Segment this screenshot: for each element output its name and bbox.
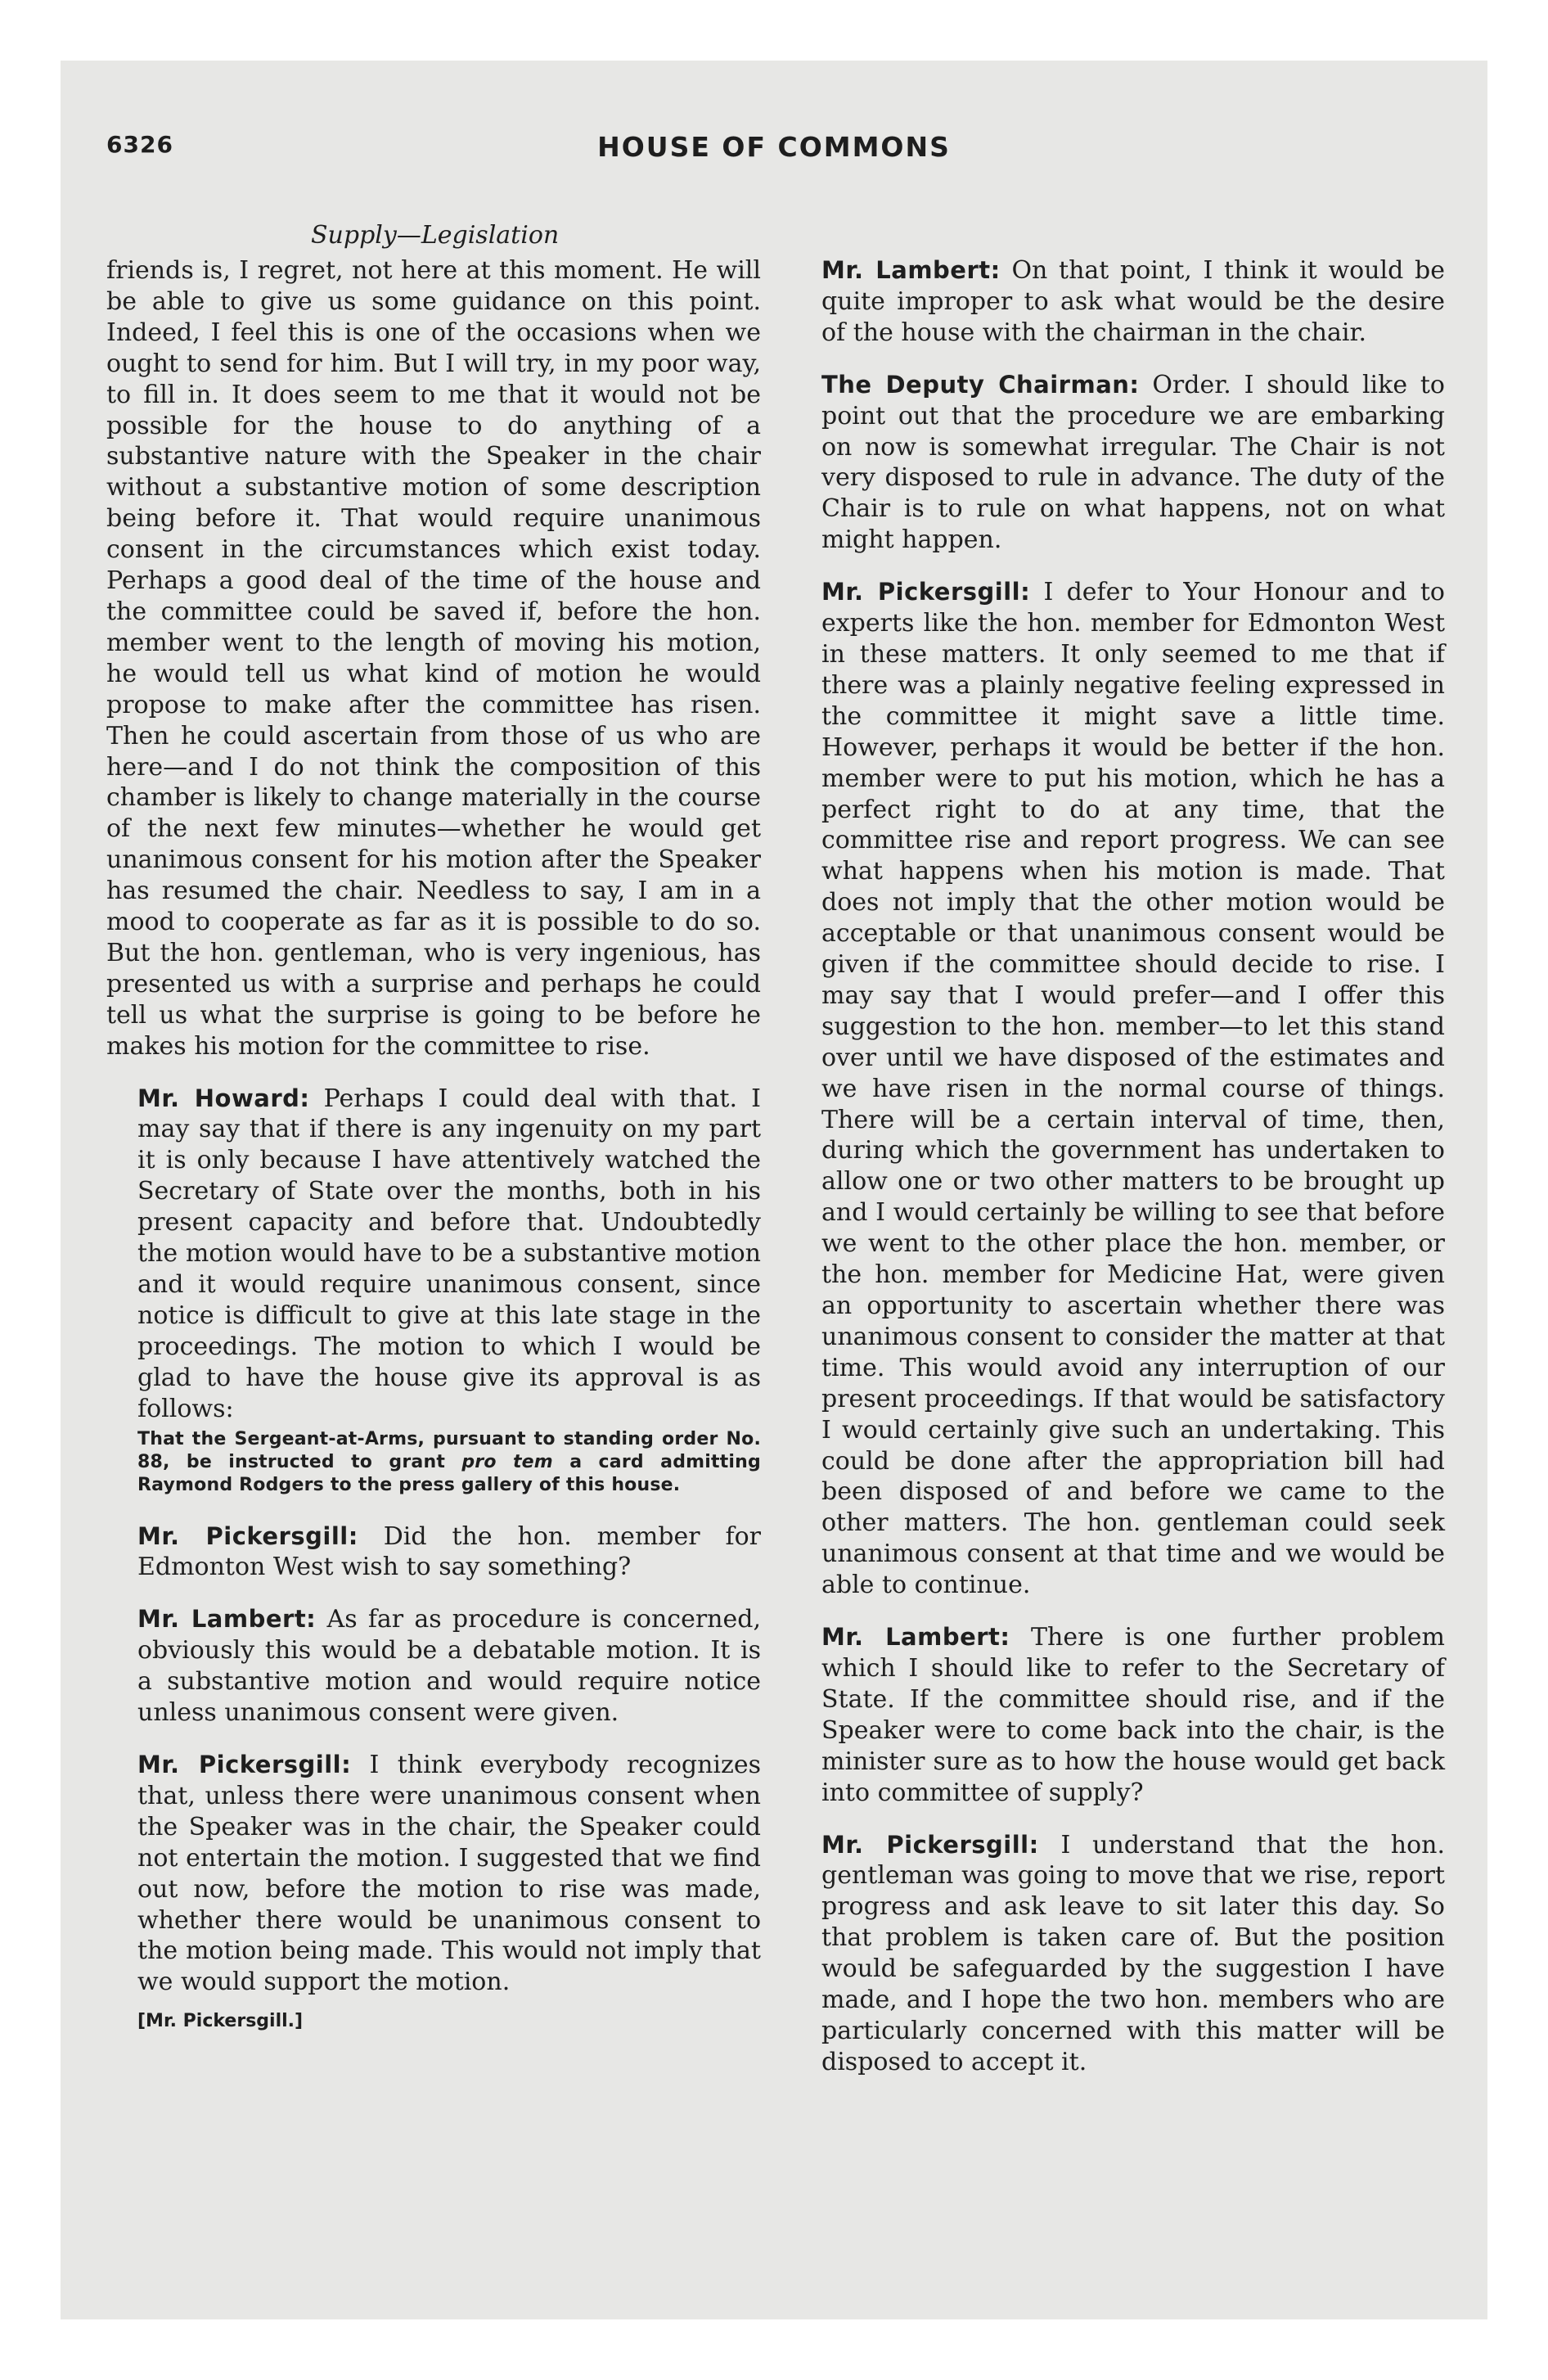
speaker-name: Mr. Pickersgill:: [821, 1830, 1039, 1859]
speech-pickersgill: [106, 1750, 761, 1998]
hansard-page: [106, 131, 1446, 2292]
speech-text: I think everybody recognizes that, unless there were unanimous consent when the Speaker was in the chair, the Speaker could not entertain the motion. I suggested that we find out now, before the motion to rise was made, whether there would be unanimous consent to the motion being made. This would not imply that we would support the motion.: [137, 1750, 761, 1997]
speaker-name: Mr. Pickersgill:: [137, 1521, 358, 1550]
speaker-name: The Deputy Chairman:: [821, 370, 1140, 399]
speech-lambert: [790, 1622, 1445, 1808]
speech-pickersgill: [790, 577, 1445, 1601]
speech-howard: [106, 1084, 761, 1425]
motion-text-after: a card admitting Raymond Rodgers to the press gallery of this house.: [137, 1451, 761, 1495]
motion-text-italic: pro tem: [461, 1451, 553, 1472]
speaker-name: Mr. Lambert:: [821, 1623, 1010, 1652]
right-column: [790, 255, 1445, 2078]
page-number: 6326: [106, 131, 173, 158]
speech-text: Order. I should like to point out that the procedure we are embarking on now is somewhat irregular. The Chair is not very disposed to rule in advance. The duty of the Chair is to rule on what happens, not on what might happen.: [821, 370, 1445, 555]
left-column: [106, 255, 761, 2031]
speech-text: Did the hon. member for Edmonton West wish to say something?: [137, 1521, 761, 1582]
speech-text: I defer to Your Honour and to experts like the hon. member for Edmonton West in these matters. It only seemed to me that if there was a plainly negative feeling expressed in the committee it might save a little time. However, perhaps it would be better if the hon. member were to put his motion, which he has a perfect right to do at any time, that the committee rise and report progress. We can see what happens when his motion is made. That does not imply that the other motion would be acceptable or that unanimous consent would be given if the committee should decide to rise. I may say that I would prefer—and I offer this suggestion to the hon. member—to let this stand over until we have disposed of the estimates and we have risen in the normal course of things. There will be a certain interval of time, then, during which the government has undertaken to allow one or two other matters to be brought up and I would certainly be willing to see that before we went to the other place the hon. member, or the hon. member for Medicine Hat, were given an opportunity to ascertain whether there was unanimous consent to consider the matter at that time. This would avoid any interruption of our present proceedings. If that would be satisfactory I would certainly give such an undertaking. This could be done after the appropriation bill had been disposed of and before we came to the other matters. The hon. gentleman could seek unanimous consent at that time and we would be able to continue.: [821, 578, 1445, 1600]
footer-speaker-tag: [Mr. Pickersgill.]: [137, 2011, 304, 2032]
speaker-name: Mr. Lambert:: [137, 1605, 317, 1634]
speech-text: I understand that the hon. gentleman was going to move that we rise, report progress and ask leave to sit later this day. So that problem is taken care of. But the position would be safeguarded by the suggestion I have made, and I hope the two hon. members who are particularly concerned with this matter will be disposed to accept it.: [821, 1830, 1445, 2076]
speaker-name: Mr. Lambert:: [821, 256, 1001, 284]
speech-lambert: [790, 255, 1445, 349]
scanned-page-background: [61, 61, 1487, 2319]
speech-lambert: [106, 1604, 761, 1729]
speech-text: As far as procedure is concerned, obviously this would be a debatable motion. It is a substantive motion and would require notice unless unanimous consent were given.: [137, 1605, 762, 1728]
speaker-name: Mr. Pickersgill:: [137, 1750, 352, 1778]
motion-quote: [106, 1428, 761, 1497]
speech-deputy-chairman: [790, 370, 1445, 556]
section-heading: Supply—Legislation: [311, 221, 560, 250]
motion-text-before: That the Sergeant-at-Arms, pursuant to standing order No. 88, be instructed to grant: [137, 1428, 761, 1472]
speaker-name: Mr. Howard:: [137, 1084, 310, 1112]
paragraph-continuation: friends is, I regret, not here at this moment. He will be able to give us some guidance on this point. Indeed, I feel this is one of the occasions when we ought to send for him. But I will try, in my poor way, to fill in. It does seem to me that it would not be possible for the house to do anything of a substantive nature with the Speaker in the chair without a substantive motion of some description being before it. That would require unanimous consent in the circumstances which exist today. Perhaps a good deal of the time of the house and the committee could be saved if, before the hon. member went to the length of moving his motion, he would tell us what kind of motion he would propose to make after the committee has risen. Then he could ascertain from those of us who are here—and I do not think the composition of this chamber is likely to change materially in the course of the next few minutes—whether he would get unanimous consent for his motion after the Speaker has resumed the chair. Needless to say, I am in a mood to cooperate as far as it is possible to do so. But the hon. gentleman, who is very ingenious, has presented us with a surprise and perhaps he could tell us what the surprise is going to be before he makes his motion for the committee to rise.: [106, 256, 761, 1061]
running-header: [106, 131, 1442, 174]
speech-text: Perhaps I could deal with that. I may say that if there is any ingenuity on my part it is only because I have attentively watched the Secretary of State over the months, both in his present capacity and before that. Undoubtedly the motion would have to be a substantive motion and it would require unanimous consent, since notice is difficult to give at this late stage in the proceedings. The motion to which I would be glad to have the house give its approval is as follows:: [137, 1084, 761, 1423]
speech-text: On that point, I think it would be quite improper to ask what would be the desire of the house with the chairman in the chair.: [821, 256, 1445, 347]
speech-text: There is one further problem which I should like to refer to the Secretary of State. If the committee should rise, and if the Speaker were to come back into the chair, is the minister sure as to how the house would get back into committee of supply?: [821, 1623, 1446, 1807]
speaker-name: Mr. Pickersgill:: [821, 578, 1031, 606]
journal-title: HOUSE OF COMMONS: [597, 131, 951, 163]
speech-pickersgill: [790, 1830, 1445, 2078]
speech-pickersgill: [106, 1521, 761, 1584]
